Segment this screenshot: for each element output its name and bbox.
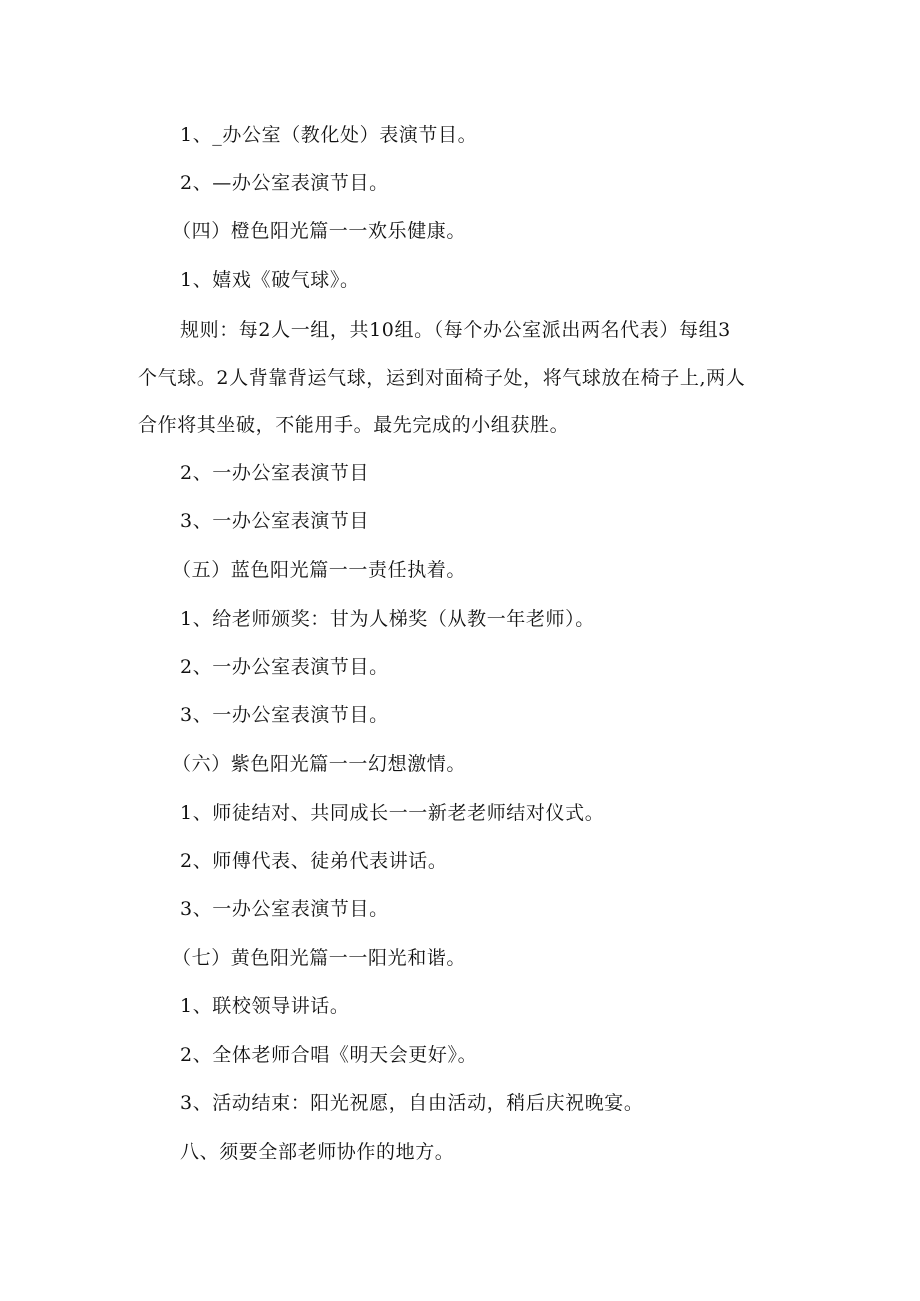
text-line: 1、师徒结对、共同成长一一新老老师结对仪式。	[180, 802, 605, 824]
paragraph-line: 合作将其坐破，不能用手。最先完成的小组获胜。	[138, 414, 570, 436]
section-heading: （四）橙色阳光篇一一欢乐健康。	[172, 220, 467, 242]
text-line: 3、一办公室表演节目。	[180, 898, 389, 920]
text-line: 2、一办公室表演节目。	[180, 656, 389, 678]
text-line: 2、—办公室表演节目。	[180, 172, 389, 194]
text-line: 2、全体老师合唱《明天会更好》。	[180, 1044, 478, 1066]
paragraph-line: 个气球。2人背靠背运气球，运到对面椅子处，将气球放在椅子上,两人	[138, 367, 746, 389]
text-line: 1、嬉戏《破气球》。	[180, 269, 360, 291]
section-heading: 八、须要全部老师协作的地方。	[180, 1141, 455, 1163]
text-line: 2、师傅代表、徒弟代表讲话。	[180, 850, 448, 872]
section-heading: （五）蓝色阳光篇一一责任执着。	[172, 559, 467, 581]
text-line: 1、联校领导讲话。	[180, 995, 350, 1017]
text-line: 3、一办公室表演节目	[180, 510, 370, 532]
section-heading: （七）黄色阳光篇一一阳光和谐。	[172, 947, 467, 969]
text-line: 1、给老师颁奖：甘为人梯奖（从教一年老师）。	[180, 608, 595, 630]
text-line: 3、活动结束：阳光祝愿，自由活动，稍后庆祝晚宴。	[180, 1092, 644, 1114]
text-line: 1、_办公室（教化处）表演节目。	[180, 124, 478, 146]
paragraph-line: 规则：每2人一组，共10组。（每个办公室派出两名代表）每组3	[180, 319, 731, 341]
section-heading: （六）紫色阳光篇一一幻想激情。	[172, 753, 467, 775]
text-line: 2、一办公室表演节目	[180, 462, 370, 484]
text-line: 3、一办公室表演节目。	[180, 704, 389, 726]
